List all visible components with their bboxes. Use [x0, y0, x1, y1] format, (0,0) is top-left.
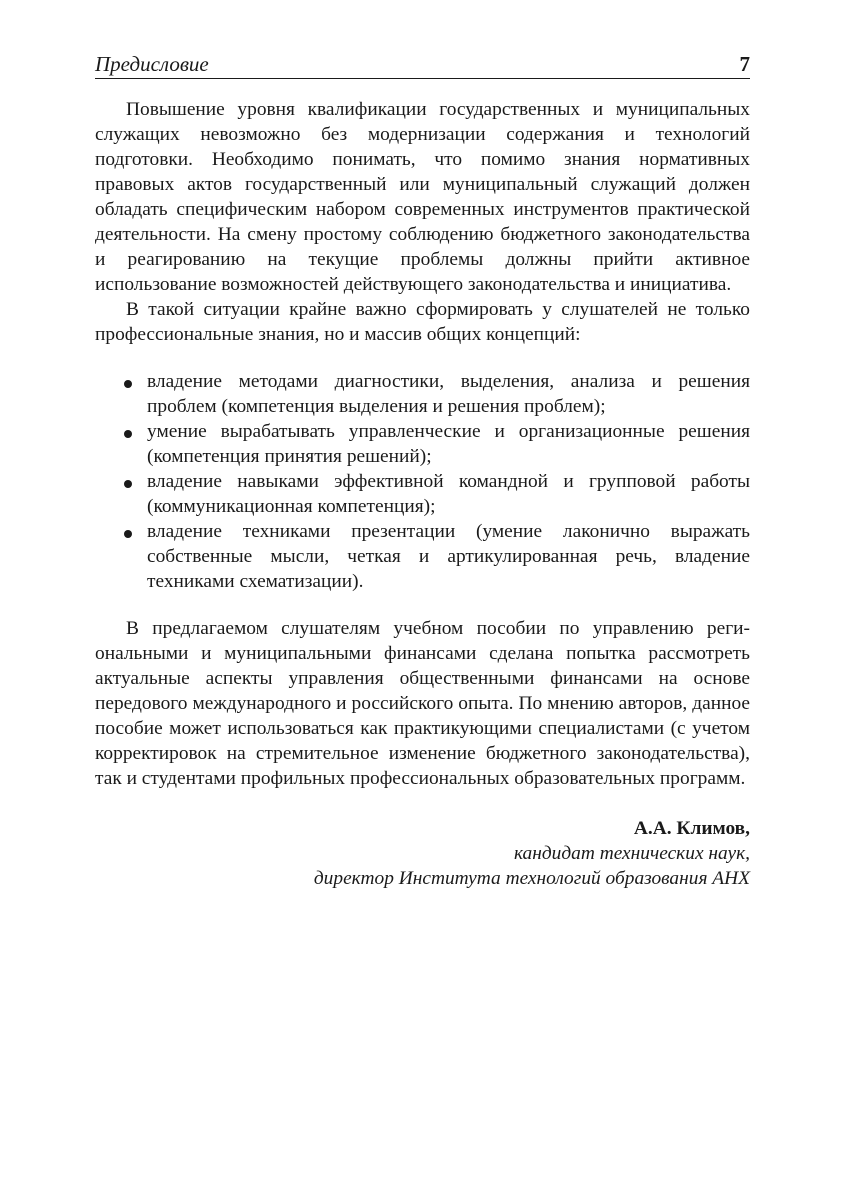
list-item: [95, 369, 750, 419]
paragraph-3: В предлагаемом слушателям учебном пособии по управлению региональными и муниципальными финансами сделана попытка рассмотреть актуальные аспекты управления общественными финансами на основе передового международного и российского опыта. По мнению авторов, данное пособие может использоваться как практикующими специалистами (с учетом корректировок на стремительное изменение бюджетного законодательства), так и студентами профильных профессиональных образовательных программ.: [95, 618, 750, 789]
list-item: [95, 419, 750, 469]
list-item-text: умение вырабатывать управленческие и организационные решения (компетенция принятия решений);: [147, 421, 750, 467]
list-item-text: владение методами диагностики, выделения, анализа и решения проблем (компетенция выделения и решения проблем);: [147, 371, 750, 417]
bullet-icon: [124, 430, 132, 438]
signature-block: [95, 816, 750, 891]
bullet-icon: [124, 530, 132, 538]
body-text: [95, 97, 750, 791]
bullet-icon: [124, 380, 132, 388]
list-item: [95, 519, 750, 594]
running-title: Предисловие: [95, 52, 209, 76]
author-name: А.А. Климов,: [633, 818, 750, 839]
competency-list: [95, 369, 750, 594]
author-degree: кандидат технических наук,: [513, 843, 750, 864]
page-number: 7: [739, 52, 750, 76]
paragraph-1: Повышение уровня квалификации государственных и муниципальных служащих невозможно без модернизации содержания и технологий подготовки. Необходимо понимать, что помимо знания нормативных правовых актов государственный или муниципальный служащий должен обладать специфическим набором современных инструментов практической деятельности. На смену простому соблюдению бюджетного законодательства и реагированию на текущие проблемы должны прийти активное использование возможностей действующего законодательства и инициатива.: [95, 99, 750, 295]
paragraph-2: В такой ситуации крайне важно сформировать у слушателей не только профессиональные знания, но и массив общих концепций:: [95, 299, 750, 345]
list-item-text: владение навыками эффективной командной и групповой работы (коммуникационная компетенция);: [147, 471, 750, 517]
bullet-icon: [124, 480, 132, 488]
list-item-text: владение техниками презентации (умение лаконично выражать собственные мысли, четкая и артикулированная речь, владение техниками схематизации).: [147, 521, 750, 592]
running-header: [95, 40, 750, 79]
book-page: [95, 40, 750, 891]
list-item: [95, 469, 750, 519]
author-position: директор Института технологий образования АНХ: [313, 868, 750, 889]
